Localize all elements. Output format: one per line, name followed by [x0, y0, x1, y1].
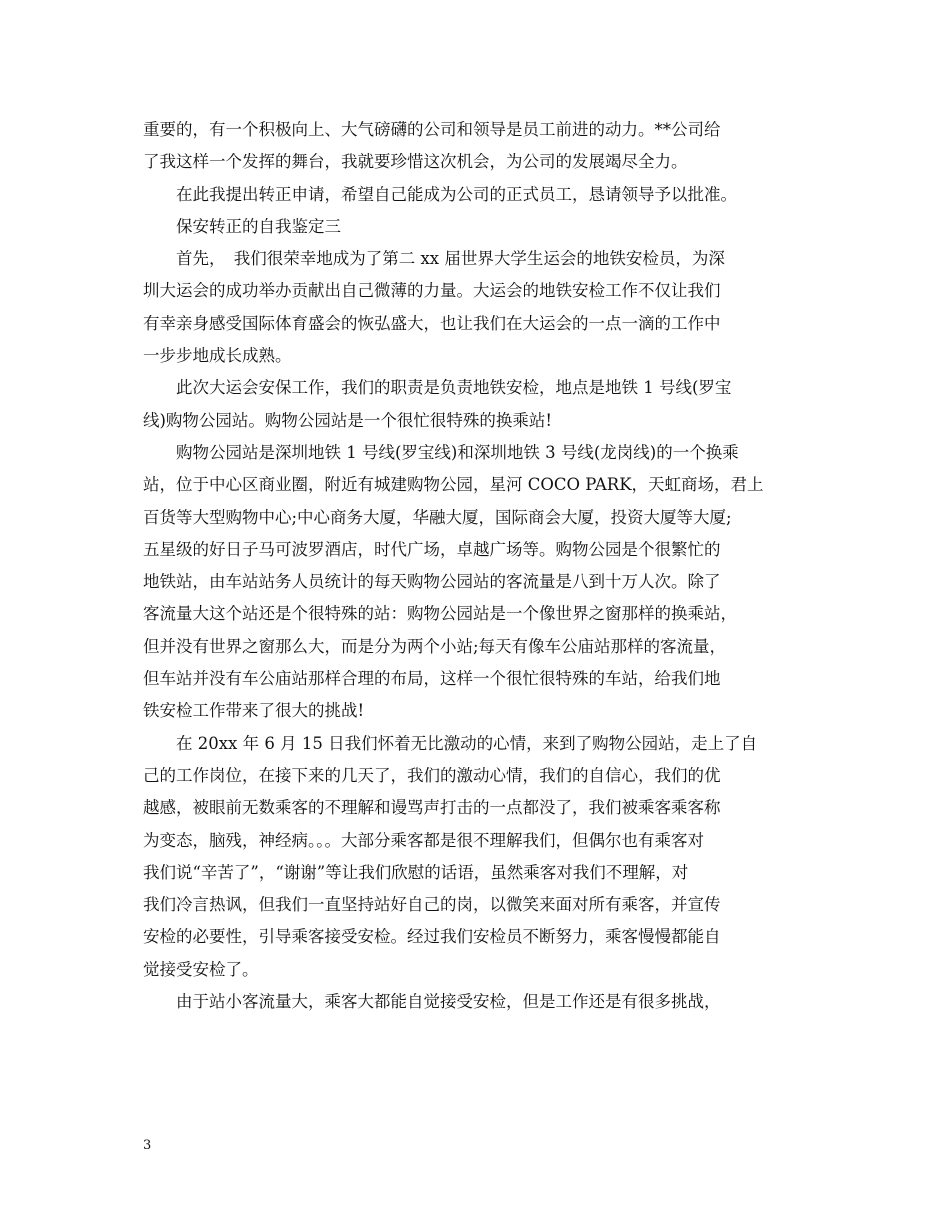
- text-line: 客流量大这个站还是个很特殊的站：购物公园站是一个像世界之窗那样的换乘站，: [143, 604, 737, 624]
- document-body: [143, 114, 809, 1018]
- text-line: 线)购物公园站。购物公园站是一个很忙很特殊的换乘站!: [143, 410, 553, 430]
- text-line: 己的工作岗位，在接下来的几天了，我们的激动心情，我们的自信心，我们的优: [143, 765, 721, 785]
- text-line: 站，位于中心区商业圈，附近有城建购物公园，星河 COCO PARK，天虹商场，君上: [143, 475, 764, 495]
- text-line: 保安转正的自我鉴定三: [176, 216, 341, 236]
- text-line: 百货等大型购物中心;中心商务大厦，华融大厦，国际商会大厦，投资大厦等大厦;: [143, 507, 732, 527]
- text-line: 五星级的好日子马可波罗酒店，时代广场，卓越广场等。购物公园是个很繁忙的: [143, 539, 721, 559]
- text-line: 越感，被眼前无数乘客的不理解和谩骂声打击的一点都没了，我们被乘客乘客称: [143, 798, 721, 818]
- text-line: 但车站并没有车公庙站那样合理的布局，这样一个很忙很特殊的车站，给我们地: [143, 669, 721, 689]
- text-line: 首先， 我们很荣幸地成为了第二 xx 届世界大学生运会的地铁安检员，为深: [176, 249, 725, 269]
- text-line: 在 20xx 年 6 月 15 日我们怀着无比激动的心情，来到了购物公园站，走上了自: [176, 733, 758, 753]
- text-line: 购物公园站是深圳地铁 1 号线(罗宝线)和深圳地铁 3 号线(龙岗线)的一个换乘: [176, 442, 739, 462]
- text-line: 一步步地成长成熟。: [143, 346, 292, 366]
- text-line: 重要的，有一个积极向上、大气磅礴的公司和领导是员工前进的动力。**公司给: [143, 120, 721, 139]
- text-line: 但并没有世界之窗那么大，而是分为两个小站;每天有像车公庙站那样的客流量，: [143, 636, 727, 656]
- text-line: 有幸亲身感受国际体育盛会的恢弘盛大，也让我们在大运会的一点一滴的工作中: [143, 313, 721, 333]
- page-number: 3: [143, 1138, 152, 1153]
- text-line: 了我这样一个发挥的舞台，我就要珍惜这次机会，为公司的发展竭尽全力。: [143, 152, 688, 172]
- text-line: 为变态，脑残，神经病。。。大部分乘客都是很不理解我们，但偶尔也有乘客对: [143, 830, 704, 850]
- text-line: 在此我提出转正申请，希望自己能成为公司的正式员工，恳请领导予以批准。: [176, 184, 737, 204]
- text-line: 圳大运会的成功举办贡献出自己微薄的力量。大运会的地铁安检工作不仅让我们: [143, 281, 721, 301]
- text-line: 安检的必要性，引导乘客接受安检。经过我们安检员不断努力，乘客慢慢都能自: [143, 927, 721, 947]
- text-line: 由于站小客流量大，乘客大都能自觉接受安检，但是工作还是有很多挑战，: [176, 992, 721, 1012]
- text-line: 我们说“辛苦了”，“谢谢”等让我们欣慰的话语，虽然乘客对我们不理解，对: [143, 862, 689, 882]
- text-line: 我们冷言热讽，但我们一直坚持站好自己的岗，以微笑来面对所有乘客，并宣传: [143, 895, 721, 915]
- text-line: 觉接受安检了。: [143, 959, 259, 979]
- text-line: 铁安检工作带来了很大的挑战!: [143, 701, 365, 721]
- text-line: 此次大运会安保工作，我们的职责是负责地铁安检，地点是地铁 1 号线(罗宝: [176, 378, 732, 398]
- text-line: 地铁站，由车站站务人员统计的每天购物公园站的客流量是八到十万人次。除了: [143, 572, 721, 592]
